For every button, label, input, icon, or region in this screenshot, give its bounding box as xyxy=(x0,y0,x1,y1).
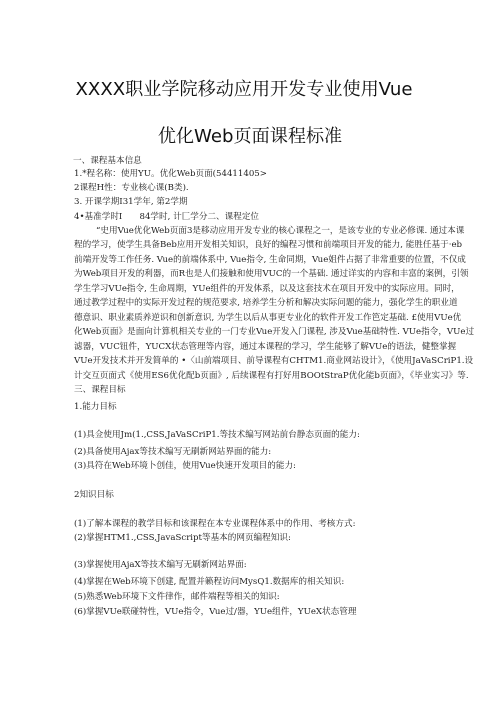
document-title-line-1: XXXX职业学院移动应用开发专业使用Vue xyxy=(75,79,413,100)
paragraph-line: 通过教学过程中的实际开发过程的规范要求, 培养学生分析和解决实际问题的能力，强化学生的职业道 xyxy=(74,298,458,308)
paragraph-line: “史用Vue优化Web页面3是移动应用开发专业的核心课程之一，是该专业的专业必修课. 通过本课 xyxy=(96,226,465,236)
paragraph-line: 为Web项目开发的利器，而R也是人们接触和使用VUC的一个基础. 通过详实的内容和丰富的案例，引领 xyxy=(74,269,469,279)
ability-goal-item: (1)具佥使用Jm(1.,CSS,JaVaSCriP1.等技术编写网站前台静态页面的能力: xyxy=(74,430,360,440)
paragraph-line: 化Web页面》是面向计算机相关专业的一门专业Vue开发入门课程, 涉及Vue基础特性. VUe指令，VUe过 xyxy=(74,327,475,337)
paragraph-line: VUe开发技术并开发简单的 •〈山前端项目、前导课程有CHTM1.商业网站设计》，《使用JaVaSCriP1.设 xyxy=(74,356,474,366)
knowledge-goal-item: (2)掌握HTM1.,CSS,JavaScript等基本的网页编程知识: xyxy=(74,533,291,543)
section-heading-basic-info: 一、课程基本信息 xyxy=(73,156,142,166)
paragraph-line: 滤器，VUC钮件，YUCX状态管理等内容，通过本课程的学习，学生能够了解VUe的语法，健整掌握 xyxy=(74,342,457,352)
semester-line: 3. 开课学期I31学年, 第2学期 xyxy=(74,197,188,207)
course-type-line: 2课程H性：专业核心课(B类). xyxy=(74,183,189,193)
hours-and-positioning-line: 4•基准学时I 84学时, 计匚学分二、课程定位 xyxy=(74,212,260,222)
knowledge-goal-item: (3)掌握使用AjaX等技术编写无刷新网站界面: xyxy=(74,560,247,570)
section-heading-course-goals: 三、课程目标 xyxy=(74,385,126,395)
knowledge-goal-item: (6)掌握VUe联碰特性，VUe指令，Vue过/器，YUe组件，YUeX状态管理 xyxy=(74,607,357,617)
course-name-line: 1.*程名称：使用YU。优化Web页面(54411405> xyxy=(74,169,267,179)
document-title-line-2: 优化Web页面课程标准 xyxy=(157,126,343,147)
knowledge-goal-item: (1)了解本课程的教学目标和该课程在本专业课程体系中的作用、考核方式: xyxy=(74,519,356,529)
paragraph-line: 前端开发等工作任务. Vue的前端体系中, Vue指令, 生命同期，Vue姐件占据了非常重要的位置，不仅成 xyxy=(74,255,466,265)
knowledge-goal-item: (4)掌握在Web环境下创建, 配置并籁程访问MysQ1.数据库的相关知识: xyxy=(74,577,345,587)
paragraph-line: 计交互页面式《使用ES6优化配b页面》, 后续课程有打好用BOOtStraP优化能b页面》，《毕业实习》等. xyxy=(74,371,469,381)
knowledge-goal-item: (5)熟悉Web环境下文件律作，邮件端程等相关的知识: xyxy=(74,592,280,602)
paragraph-line: 程的学习，使学生具备Beb应用开发相关知识，良好的编程习惯和前端项目开发的能力, 能胜任基于·eb xyxy=(74,240,463,250)
subheading-knowledge-goals: 2知识目标 xyxy=(74,490,114,500)
paragraph-line: 学生学习VUe指令, 生命周期，YUe组件的开发体系，以及这套技术在项目开发中的实际应用。同时， xyxy=(74,284,460,294)
ability-goal-item: (3)具符在Web环境卜创佳，使用Vue快速开发项目的能力: xyxy=(74,461,296,471)
subheading-ability-goals: 1.能力目标 xyxy=(74,402,117,412)
ability-goal-item: (2)具备使用Ajax等技术编写无刷新网站界面的能力: xyxy=(74,447,272,457)
paragraph-line: 德意识、职业素质养逆识和创新意识, 为学生以后从事更专业化的软件开发工作笆定基础. £使用VUe优 xyxy=(74,313,462,323)
